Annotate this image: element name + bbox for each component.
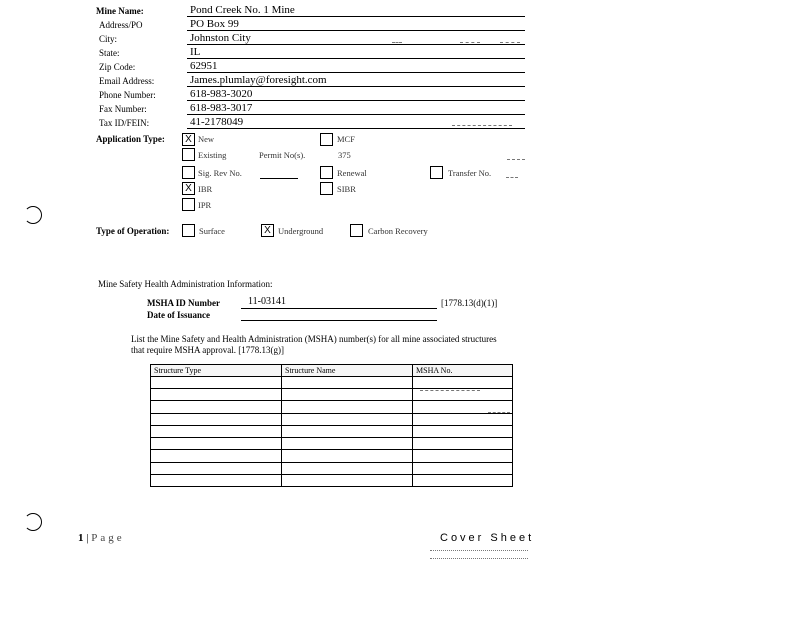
table-row[interactable]	[151, 438, 513, 450]
field-underline	[187, 86, 525, 87]
field-underline	[187, 44, 525, 45]
field-value[interactable]: IL	[190, 46, 201, 58]
mcf-label: MCF	[337, 134, 355, 144]
page-divider: |	[86, 532, 92, 544]
table-row[interactable]	[151, 462, 513, 474]
dash-mark	[392, 42, 402, 43]
ipr-checkbox[interactable]	[182, 198, 195, 211]
field-label: Mine Name:	[96, 6, 144, 16]
date-of-issuance-line	[241, 320, 437, 321]
carbon-recovery-checkbox[interactable]	[350, 224, 363, 237]
sig-rev-line	[260, 178, 298, 179]
underground-label: Underground	[278, 226, 324, 236]
field-underline	[187, 114, 525, 115]
footer-dotted-line	[430, 550, 528, 551]
field-underline	[187, 100, 525, 101]
sibr-label: SIBR	[337, 184, 356, 194]
renewal-checkbox[interactable]	[320, 166, 333, 179]
page-label: Page	[91, 532, 125, 544]
instruction-line-2: that require MSHA approval. [1778.13(g)]	[131, 345, 284, 355]
field-label: Fax Number:	[99, 104, 147, 114]
permit-number-value: 375	[338, 150, 351, 160]
dash-mark	[460, 42, 480, 43]
dash-mark	[507, 159, 525, 160]
page-footer-left	[78, 532, 125, 544]
field-value[interactable]: Pond Creek No. 1 Mine	[190, 4, 295, 16]
mcf-checkbox[interactable]	[320, 133, 333, 146]
application-type-label: Application Type:	[96, 134, 165, 144]
structures-table	[150, 364, 513, 487]
field-value[interactable]: PO Box 99	[190, 18, 239, 30]
punch-hole-mark	[24, 513, 42, 531]
underground-checkbox[interactable]: X	[261, 224, 274, 237]
new-checkbox[interactable]: X	[182, 133, 195, 146]
sibr-checkbox[interactable]	[320, 182, 333, 195]
transfer-label: Transfer No.	[448, 168, 492, 178]
field-label: Address/PO	[99, 20, 143, 30]
msha-id-ref: [1778.13(d)(1)]	[441, 298, 498, 308]
field-value[interactable]: James.plumlay@foresight.com	[190, 74, 327, 86]
field-label: State:	[99, 48, 120, 58]
sig-rev-label: Sig. Rev No.	[198, 168, 242, 178]
msha-id-label: MSHA ID Number	[147, 298, 221, 308]
existing-checkbox[interactable]	[182, 148, 195, 161]
field-value[interactable]: Johnston City	[190, 32, 251, 44]
permit-number-label: Permit No(s).	[259, 150, 306, 160]
msha-number-header: MSHA No.	[413, 365, 513, 377]
ibr-label: IBR	[198, 184, 213, 194]
field-value[interactable]: 62951	[190, 60, 218, 72]
page-number: 1	[78, 532, 84, 544]
ipr-label: IPR	[198, 200, 212, 210]
msha-id-line	[241, 308, 437, 309]
punch-hole-mark	[24, 206, 42, 224]
table-row[interactable]	[151, 450, 513, 462]
instruction-line-1: List the Mine Safety and Health Administration (MSHA) number(s) for all mine associated structures	[131, 334, 497, 344]
field-label: Zip Code:	[99, 62, 136, 72]
footer-dotted-line	[430, 558, 528, 559]
field-value[interactable]: 41-2178049	[190, 116, 244, 128]
operation-type-label: Type of Operation:	[96, 226, 170, 236]
structure-type-header: Structure Type	[151, 365, 282, 377]
table-row[interactable]	[151, 413, 513, 425]
transfer-checkbox[interactable]	[430, 166, 443, 179]
field-value[interactable]: 618-983-3017	[190, 102, 253, 114]
msha-heading: Mine Safety Health Administration Information:	[98, 279, 273, 289]
surface-checkbox[interactable]	[182, 224, 195, 237]
field-underline	[187, 16, 525, 17]
msha-id-value: 11-03141	[248, 296, 286, 307]
table-row[interactable]	[151, 474, 513, 486]
sig-rev-checkbox[interactable]	[182, 166, 195, 179]
table-row[interactable]	[151, 377, 513, 389]
field-label: City:	[99, 34, 118, 44]
cover-sheet-title: Cover Sheet	[440, 532, 535, 544]
surface-label: Surface	[199, 226, 225, 236]
field-label: Email Address:	[99, 76, 155, 86]
structure-name-header: Structure Name	[282, 365, 413, 377]
carbon-recovery-label: Carbon Recovery	[368, 226, 428, 236]
table-header-row	[151, 365, 513, 377]
dash-mark	[488, 412, 510, 413]
table-row[interactable]	[151, 425, 513, 437]
renewal-label: Renewal	[337, 168, 367, 178]
field-label: Phone Number:	[99, 90, 156, 100]
table-row[interactable]	[151, 401, 513, 413]
ibr-checkbox[interactable]: X	[182, 182, 195, 195]
new-label: New	[198, 134, 215, 144]
date-of-issuance-label: Date of Issuance	[147, 310, 210, 320]
field-underline	[187, 30, 525, 31]
field-value[interactable]: 618-983-3020	[190, 88, 253, 100]
dash-mark	[452, 125, 512, 126]
existing-label: Existing	[198, 150, 227, 160]
dash-mark	[420, 390, 480, 391]
dash-mark	[506, 177, 518, 178]
dash-mark	[500, 42, 520, 43]
field-underline	[187, 128, 525, 129]
field-underline	[187, 58, 525, 59]
field-underline	[187, 72, 525, 73]
field-label: Tax ID/FEIN:	[99, 118, 150, 128]
